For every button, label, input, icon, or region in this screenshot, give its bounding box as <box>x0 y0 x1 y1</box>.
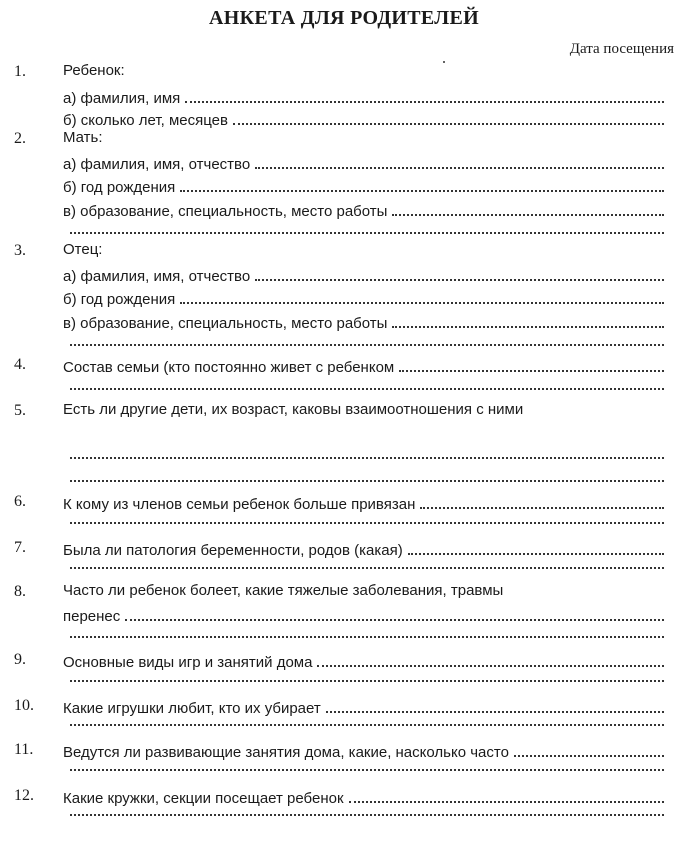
question-number: 12. <box>14 787 34 804</box>
question-number: 9. <box>14 651 26 668</box>
question-number: 10. <box>14 697 34 714</box>
answer-field[interactable]: б) год рождения <box>63 287 664 309</box>
question-heading: Ребенок: <box>63 62 125 79</box>
question-number: 2. <box>14 130 26 147</box>
question-text: Есть ли другие дети, их возраст, каковы взаимоотношения с ними <box>63 401 524 418</box>
answer-blank-line[interactable] <box>70 722 664 726</box>
answer-blank-line[interactable] <box>70 565 664 569</box>
answer-blank-line[interactable] <box>70 342 664 346</box>
question-text[interactable]: Была ли патология беременности, родов (какая) <box>63 538 664 560</box>
answer-blank-line[interactable] <box>70 478 664 482</box>
question-text[interactable]: Ведутся ли развивающие занятия дома, какие, насколько часто <box>63 740 664 762</box>
answer-field[interactable]: в) образование, специальность, место работы <box>63 199 664 221</box>
question-number: 4. <box>14 356 26 373</box>
question-text[interactable]: Какие кружки, секции посещает ребенок <box>63 786 664 808</box>
question-heading: Мать: <box>63 129 103 146</box>
question-heading: Отец: <box>63 241 103 258</box>
answer-field[interactable]: а) фамилия, имя, отчество <box>63 264 664 286</box>
answer-blank-line[interactable] <box>70 386 664 390</box>
answer-field[interactable]: а) фамилия, имя <box>63 86 664 108</box>
question-text[interactable]: Состав семьи (кто постоянно живет с ребенком <box>63 355 664 377</box>
answer-field[interactable]: б) сколько лет, месяцев <box>63 108 664 130</box>
answer-blank-line[interactable] <box>70 812 664 816</box>
question-text: Часто ли ребенок болеет, какие тяжелые заболевания, травмы <box>63 582 504 599</box>
question-number: 1. <box>14 63 26 80</box>
question-text[interactable]: Основные виды игр и занятий дома <box>63 650 664 672</box>
answer-field[interactable]: в) образование, специальность, место работы <box>63 311 664 333</box>
question-number: 11. <box>14 741 34 758</box>
answer-field[interactable]: а) фамилия, имя, отчество <box>63 152 664 174</box>
answer-blank-line[interactable] <box>70 230 664 234</box>
answer-blank-line[interactable] <box>70 634 664 638</box>
form-title: АНКЕТА ДЛЯ РОДИТЕЛЕЙ <box>209 7 479 29</box>
answer-field[interactable]: б) год рождения <box>63 175 664 197</box>
answer-blank-line[interactable] <box>70 455 664 459</box>
question-text[interactable]: К кому из членов семьи ребенок больше привязан <box>63 492 664 514</box>
answer-blank-line[interactable] <box>70 678 664 682</box>
answer-blank-line[interactable] <box>70 767 664 771</box>
question-number: 8. <box>14 583 26 600</box>
answer-field[interactable]: перенес <box>63 604 664 626</box>
question-number: 3. <box>14 242 26 259</box>
question-number: 5. <box>14 402 26 419</box>
question-number: 7. <box>14 539 26 556</box>
answer-blank-line[interactable] <box>70 520 664 524</box>
question-text[interactable]: Какие игрушки любит, кто их убирает <box>63 696 664 718</box>
question-number: 6. <box>14 493 26 510</box>
visit-date-label: Дата посещения <box>569 41 674 57</box>
